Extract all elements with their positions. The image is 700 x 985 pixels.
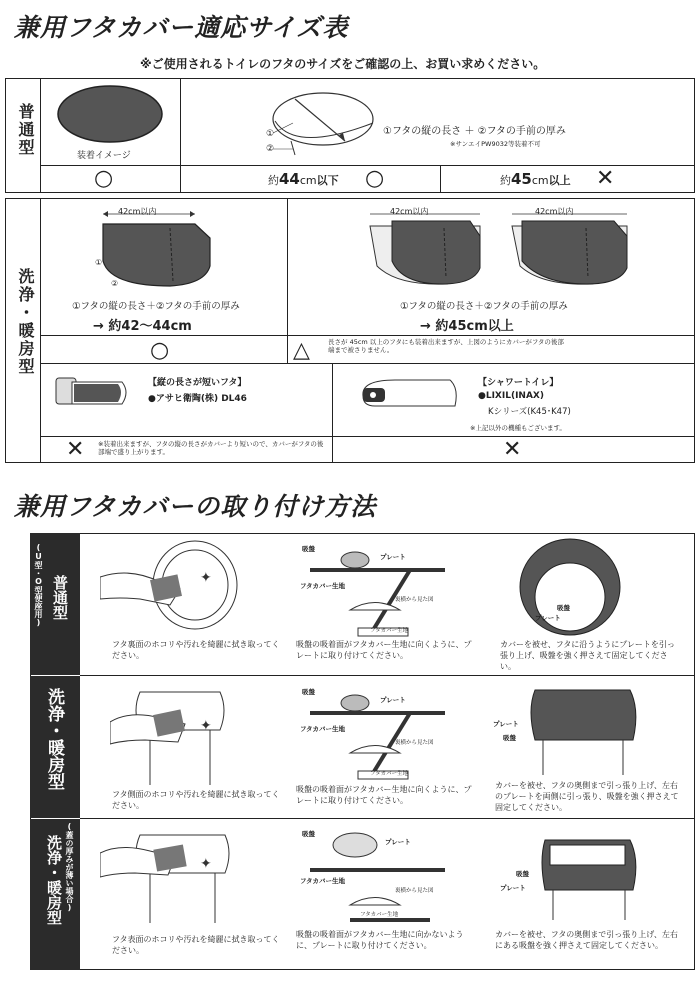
size-number: 45	[511, 170, 532, 188]
marker-2: ②	[266, 144, 275, 154]
step2-plate-label: プレート	[385, 838, 411, 846]
step2-fabric-label: フタカバー生地	[300, 725, 346, 733]
step2-suction-label: 吸盤	[302, 545, 315, 553]
step2-suction-label: 吸盤	[302, 830, 315, 838]
washlet-ok-symbol: ○	[150, 338, 170, 363]
step1-wipe-image	[100, 823, 240, 928]
step3-text: カバーを被せ、フタに沿うようにプレートを引っ張り上げ、吸盤を強く押さえて固定してください。	[500, 640, 675, 671]
width-label-b2: 42cm以内	[535, 207, 574, 216]
step3-text: カバーを被せ、フタの奥側まで引っ張り上げ、左右のプレートを両側に引っ張り、吸盤を強く押さえて固定してください。	[495, 781, 679, 812]
standard-lid-diagram	[265, 83, 380, 158]
step2-text: 吸盤の吸着面がフタカバー生地に向くように、プレートに取り付けてください。	[296, 640, 472, 660]
shower-title: 【シャワートイレ】	[478, 378, 559, 388]
size-45-ng-symbol: ✕	[596, 166, 615, 191]
step3-cover-image	[515, 680, 645, 780]
step1-text: フタ裏面のホコリや汚れを綺麗に拭き取ってください。	[112, 640, 280, 660]
step2-plate-image	[290, 825, 450, 925]
measure-text-a: ①フタの縦の長さ＋②フタの手前の厚み	[72, 301, 240, 312]
step3-plate-label: プレート	[493, 720, 519, 728]
svg-text:✦: ✦	[200, 856, 212, 872]
step2-view-label: 裏横から見た図	[395, 888, 434, 894]
width-label-b1: 42cm以内	[390, 207, 429, 216]
step3-text: カバーを被せ、フタの奥側まで引っ張り上げ、左右にある吸盤を強く押さえて固定してください。	[495, 930, 678, 950]
measure-text-b: ①フタの縦の長さ＋②フタの手前の厚み	[400, 301, 568, 312]
size-table-title: 兼用フタカバー適応サイズ表	[14, 13, 349, 42]
size-prefix: 約	[268, 174, 279, 187]
svg-text:✦: ✦	[200, 570, 212, 586]
step1-wipe-image	[100, 537, 240, 632]
size-unit: cm	[299, 174, 317, 187]
washlet-triangle-symbol: △	[293, 338, 310, 363]
row-washlet-label: 洗浄・暖房型	[16, 268, 35, 376]
install-label-standard: 普通型	[51, 575, 69, 620]
step2-view-label: 裏横から見た図	[395, 597, 434, 603]
shower-series: Kシリーズ(K45･K47)	[488, 407, 571, 417]
size-range-a: → 約42〜44cm	[93, 319, 192, 334]
short-title: 【縦の長さが短いフタ】	[148, 378, 247, 388]
step1-wipe-image	[110, 680, 230, 790]
step2-plate-label: プレート	[380, 696, 406, 704]
measure-note: ※サンエイPW9032等装着不可	[450, 140, 541, 148]
marker-1: ①	[266, 129, 275, 139]
step3-cover-image	[515, 537, 625, 637]
install-label-washlet: 洗浄・暖房型	[44, 688, 64, 790]
measure-text: ①フタの縦の長さ ＋ ②フタの手前の厚み	[383, 126, 566, 137]
step3-plate-label: プレート	[500, 884, 526, 892]
size-suffix: 以下	[316, 174, 339, 187]
marker-1: ①	[95, 258, 103, 267]
step2-fabric-label: フタカバー生地	[300, 582, 346, 590]
shower-model: ●LIXIL(INAX)	[478, 391, 544, 401]
short-note: ※装着出来ますが、フタの縦の長さがカバーより短いので、カバーがフタの後部端で盛り上がります。	[98, 440, 324, 457]
size-44-label	[268, 170, 339, 188]
step3-suction-label: 吸盤	[516, 870, 529, 878]
step2-fabric-label: フタカバー生地	[300, 877, 346, 885]
image-label: 装着イメージ	[77, 151, 131, 161]
short-lid-image	[52, 370, 132, 420]
step2-fabric-label-2: フタカバー生地	[370, 628, 409, 634]
install-title: 兼用フタカバーの取り付け方法	[14, 492, 377, 521]
step2-text: 吸盤の吸着面がフタカバー生地に向かないように、プレートに取り付けてください。	[296, 930, 464, 950]
step1-text: フタ側面のホコリや汚れを綺麗に拭き取ってください。	[112, 790, 280, 810]
triangle-note: 長さが 45cm 以上のフタにも装着出来ますが、上図のようにカバーがフタの後部端まで被さりません。	[328, 338, 564, 355]
step3-plate-label: プレート	[535, 614, 561, 622]
size-44-ok-symbol: ○	[365, 166, 385, 191]
step2-view-label: 裏横から見た図	[395, 740, 434, 746]
shower-ng-symbol: ✕	[503, 437, 522, 462]
short-model: ●アサヒ衛陶(株) DL46	[148, 394, 247, 404]
standard-ok-symbol: ○	[94, 166, 114, 191]
step3-cover-image	[535, 825, 645, 925]
size-suffix: 以上	[548, 174, 571, 187]
step1-text: フタ表面のホコリや汚れを綺麗に拭き取ってください。	[112, 935, 280, 955]
step2-fabric-label-2: フタカバー生地	[370, 771, 409, 777]
standard-lid-image	[55, 82, 165, 144]
size-number: 44	[279, 170, 300, 188]
step2-plate-label: プレート	[380, 553, 406, 561]
width-label-a: 42cm以内	[118, 207, 157, 216]
install-sub-thin: (蓋の厚みが薄い場合)	[65, 822, 74, 912]
marker-2: ②	[111, 279, 119, 288]
step3-suction-label: 吸盤	[557, 604, 570, 612]
svg-text:✦: ✦	[200, 718, 212, 734]
washlet-lid-diagram-b	[362, 206, 637, 296]
short-ng-symbol: ✕	[66, 437, 85, 462]
install-label-thin: 洗浄・暖房型	[45, 835, 63, 925]
size-unit: cm	[531, 174, 549, 187]
shower-note: ※上記以外の機種もございます。	[470, 424, 566, 432]
shower-toilet-image	[355, 370, 465, 425]
size-45-label	[500, 170, 571, 188]
step2-text: 吸盤の吸着面がフタカバー生地に向くように、プレートに取り付けてください。	[296, 785, 472, 805]
size-prefix: 約	[500, 174, 511, 187]
size-table-note: ※ご使用されるトイレのフタのサイズをご確認の上、お買い求めください。	[140, 57, 546, 71]
install-sub-standard: (U型・O型便座用)	[34, 543, 43, 627]
step2-fabric-label-2: フタカバー生地	[360, 912, 399, 918]
row-standard-label: 普通型	[16, 103, 35, 157]
size-range-b: → 約45cm以上	[420, 319, 514, 334]
step3-suction-label: 吸盤	[503, 734, 516, 742]
step2-suction-label: 吸盤	[302, 688, 315, 696]
